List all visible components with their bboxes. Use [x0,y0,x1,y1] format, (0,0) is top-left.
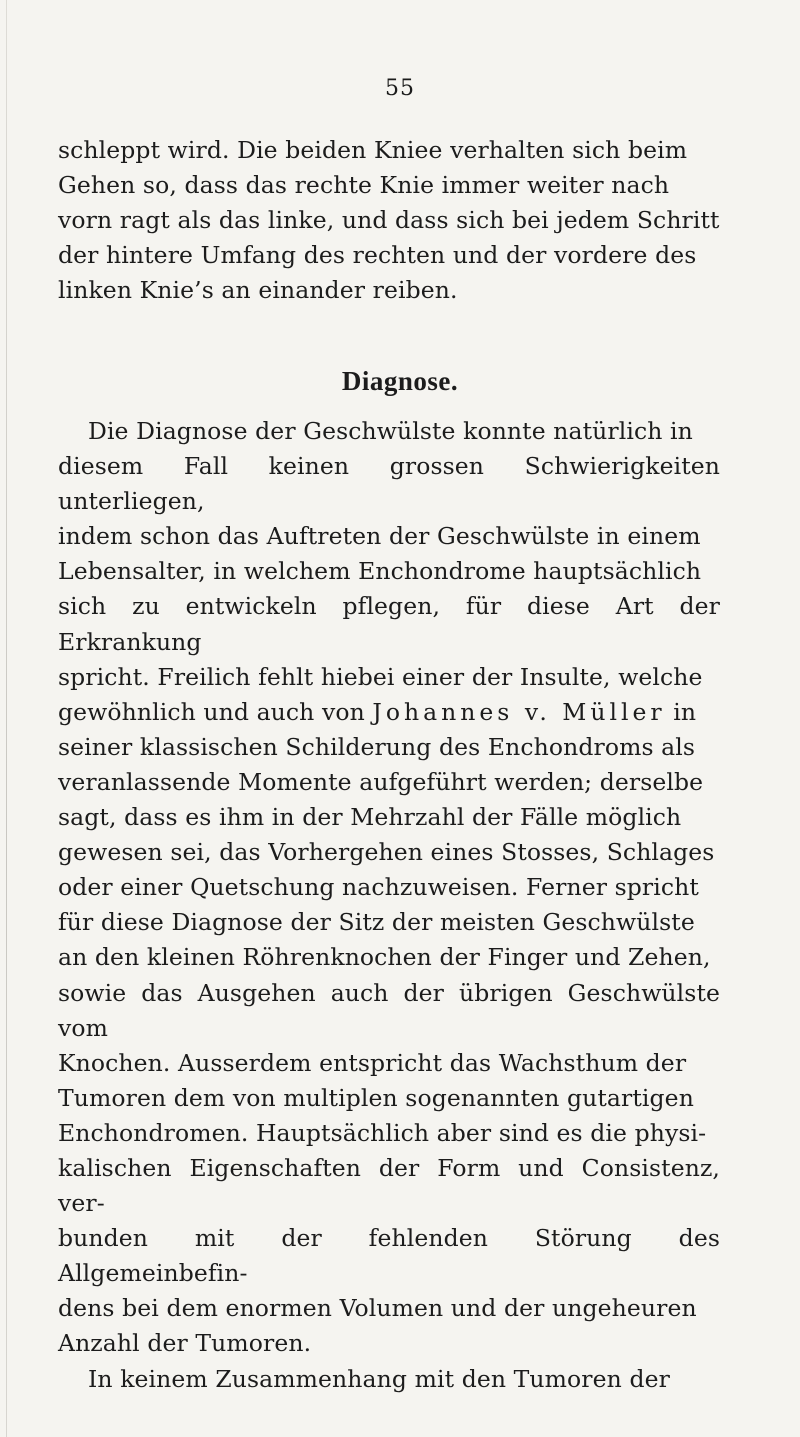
text-line: bunden mit der fehlenden Störung des Allgemeinbefin- [58,1224,720,1288]
text-line: spricht. Freilich fehlt hiebei einer der Insulte, welche [58,662,703,691]
binding-gutter-edge [6,0,7,1437]
text-line: schleppt wird. Die beiden Kniee verhalten sich beim [58,136,688,164]
text-line: der hintere Umfang des rechten und der vordere des [58,241,697,270]
text-fragment: gewöhnlich und auch von [58,697,373,726]
text-line: kalischen Eigenschaften der Form und Consistenz, ver- [58,1153,720,1218]
text-line: oder einer Quetschung nachzuweisen. Ferner spricht [58,873,699,902]
intro-paragraph [58,133,720,308]
diagnosis-paragraph [58,414,720,1397]
text-fragment: in [665,697,697,726]
text-line: indem schon das Auftreten der Geschwülste in einem [58,522,701,551]
text-line: gewesen sei, das Vorhergehen eines Stosses, Schlages [58,838,715,867]
text-line: sagt, dass es ihm in der Mehrzahl der Fälle möglich [58,803,682,832]
text-line-with-author [58,695,720,730]
text-line: veranlassende Momente aufgeführt werden; derselbe [58,767,704,796]
author-name: Johannes v. Müller [372,697,666,726]
text-line: diesem Fall keinen grossen Schwierigkeiten unterliegen, [58,452,720,516]
text-line: Die Diagnose der Geschwülste konnte natürlich in [88,417,693,445]
text-line: an den kleinen Röhrenknochen der Finger und Zehen, [58,943,711,972]
text-line: sich zu entwickeln pflegen, für diese Art der Erkrankung [58,592,720,656]
text-line: seiner klassischen Schilderung des Enchondroms als [58,732,696,761]
text-line: dens bei dem enormen Volumen und der ungeheuren [58,1294,697,1323]
closing-paragraph-line: In keinem Zusammenhang mit den Tumoren der [88,1364,670,1393]
section-heading: Diagnose. [341,366,459,396]
text-line: Gehen so, dass das rechte Knie immer weiter nach [58,171,670,200]
text-line: Lebensalter, in welchem Enchondrome hauptsächlich [58,557,702,586]
text-line: Knochen. Ausserdem entspricht das Wachsthum der [58,1048,687,1077]
text-line: für diese Diagnose der Sitz der meisten Geschwülste [58,908,695,937]
page-number: 55 [385,76,415,101]
text-line: linken Knie’s an einander reiben. [58,276,458,305]
text-line: vorn ragt als das linke, und dass sich bei jedem Schritt [58,206,720,235]
text-line: sowie das Ausgehen auch der übrigen Geschwülste vom [58,978,720,1042]
text-line: Enchondromen. Hauptsächlich aber sind es die physi- [58,1118,707,1147]
text-line: Tumoren dem von multiplen sogenannten gutartigen [58,1083,694,1112]
text-line: Anzahl der Tumoren. [58,1329,312,1358]
